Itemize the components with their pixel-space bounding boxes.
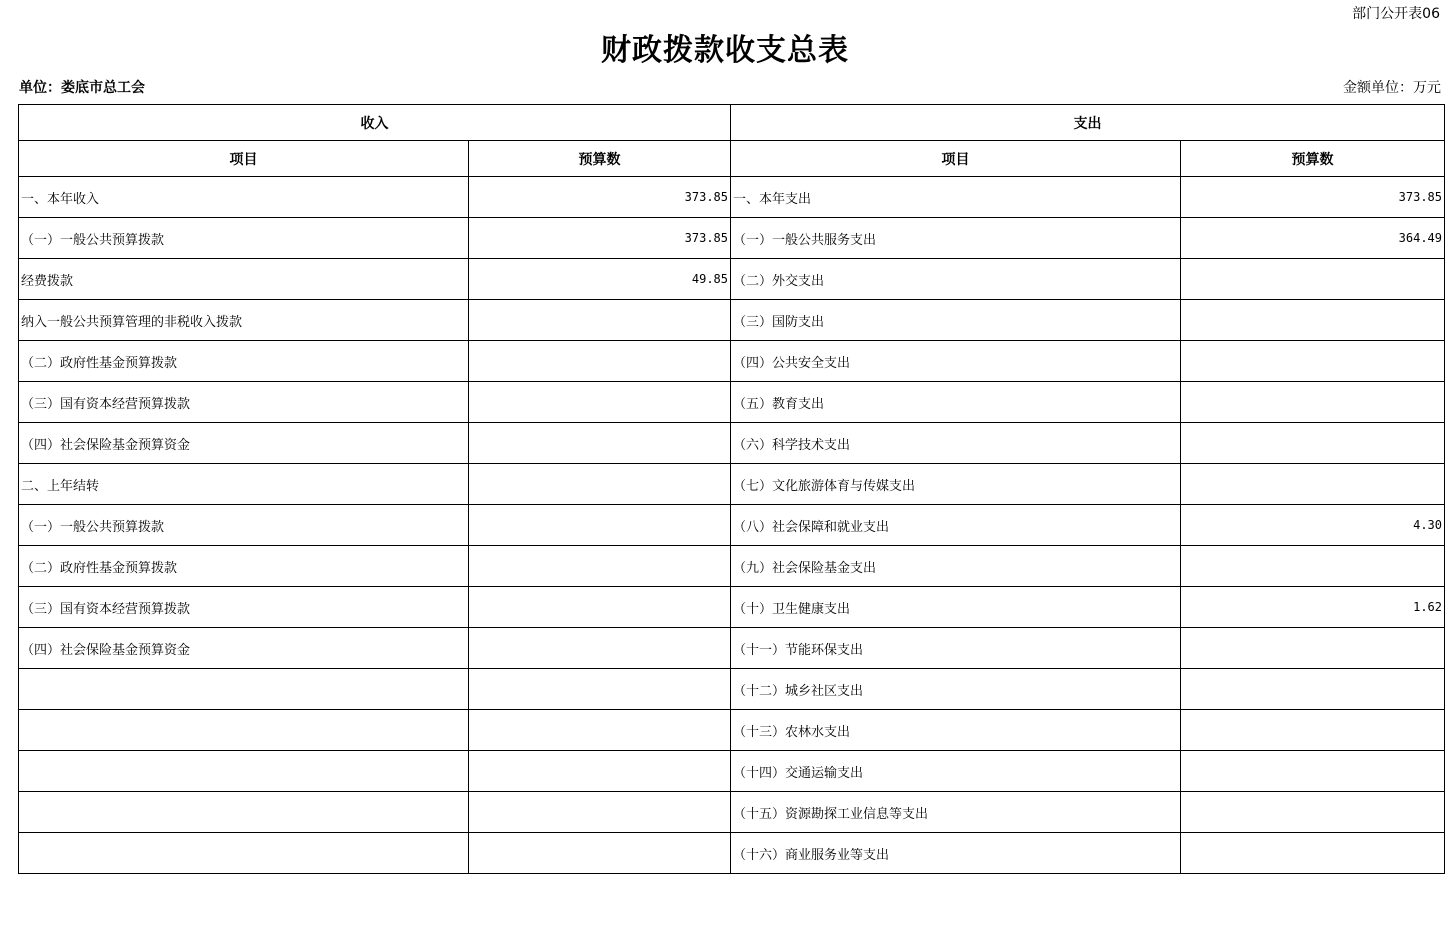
table-row bbox=[19, 259, 1445, 300]
expense-item-cell: （二）外交支出 bbox=[731, 259, 1181, 300]
income-budget-header: 预算数 bbox=[469, 141, 731, 177]
income-amount-cell bbox=[469, 300, 731, 341]
expense-item-cell: （四）公共安全支出 bbox=[731, 341, 1181, 382]
expense-amount-cell: 364.49 bbox=[1181, 218, 1445, 259]
amount-unit-label: 金额单位：万元 bbox=[1343, 80, 1441, 96]
income-item-cell: （三）国有资本经营预算拨款 bbox=[19, 587, 469, 628]
income-amount-cell: 49.85 bbox=[469, 259, 731, 300]
table-row bbox=[19, 177, 1445, 218]
expense-amount-cell bbox=[1181, 300, 1445, 341]
table-row bbox=[19, 464, 1445, 505]
expense-budget-header: 预算数 bbox=[1181, 141, 1445, 177]
expense-item-cell: （十六）商业服务业等支出 bbox=[731, 833, 1181, 874]
budget-table bbox=[18, 104, 1445, 874]
expense-item-cell: 一、本年支出 bbox=[731, 177, 1181, 218]
expense-item-cell: （三）国防支出 bbox=[731, 300, 1181, 341]
income-amount-cell bbox=[469, 546, 731, 587]
expense-item-header: 项目 bbox=[731, 141, 1181, 177]
table-row bbox=[19, 710, 1445, 751]
expense-amount-cell bbox=[1181, 669, 1445, 710]
income-amount-cell bbox=[469, 341, 731, 382]
table-row bbox=[19, 587, 1445, 628]
expense-item-cell: （八）社会保障和就业支出 bbox=[731, 505, 1181, 546]
expense-amount-cell bbox=[1181, 833, 1445, 874]
table-code: 部门公开表06 bbox=[1352, 6, 1440, 22]
table-row bbox=[19, 300, 1445, 341]
income-amount-cell bbox=[469, 587, 731, 628]
income-item-cell bbox=[19, 792, 469, 833]
expense-item-cell: （十一）节能环保支出 bbox=[731, 628, 1181, 669]
table-row bbox=[19, 751, 1445, 792]
expense-amount-cell bbox=[1181, 792, 1445, 833]
income-amount-cell bbox=[469, 423, 731, 464]
expense-item-cell: （十四）交通运输支出 bbox=[731, 751, 1181, 792]
income-amount-cell bbox=[469, 505, 731, 546]
income-item-cell bbox=[19, 751, 469, 792]
expense-item-cell: （六）科学技术支出 bbox=[731, 423, 1181, 464]
column-header-row bbox=[19, 141, 1445, 177]
expense-item-cell: （十）卫生健康支出 bbox=[731, 587, 1181, 628]
table-row bbox=[19, 423, 1445, 464]
table-row bbox=[19, 628, 1445, 669]
income-amount-cell bbox=[469, 464, 731, 505]
expense-amount-cell bbox=[1181, 546, 1445, 587]
unit-row bbox=[19, 77, 1441, 97]
income-item-cell: （四）社会保险基金预算资金 bbox=[19, 628, 469, 669]
income-amount-cell bbox=[469, 710, 731, 751]
income-item-cell bbox=[19, 710, 469, 751]
expense-amount-cell: 373.85 bbox=[1181, 177, 1445, 218]
income-item-cell: 经费拨款 bbox=[19, 259, 469, 300]
table-row bbox=[19, 505, 1445, 546]
table-row bbox=[19, 792, 1445, 833]
income-amount-cell: 373.85 bbox=[469, 218, 731, 259]
expense-amount-cell bbox=[1181, 751, 1445, 792]
income-amount-cell bbox=[469, 628, 731, 669]
expense-item-cell: （九）社会保险基金支出 bbox=[731, 546, 1181, 587]
expense-item-cell: （七）文化旅游体育与传媒支出 bbox=[731, 464, 1181, 505]
expense-amount-cell bbox=[1181, 628, 1445, 669]
income-item-cell: 一、本年收入 bbox=[19, 177, 469, 218]
expense-item-cell: （十三）农林水支出 bbox=[731, 710, 1181, 751]
table-row bbox=[19, 546, 1445, 587]
income-item-cell: 二、上年结转 bbox=[19, 464, 469, 505]
expense-amount-cell: 4.30 bbox=[1181, 505, 1445, 546]
table-row bbox=[19, 341, 1445, 382]
income-item-cell: （四）社会保险基金预算资金 bbox=[19, 423, 469, 464]
income-amount-cell bbox=[469, 382, 731, 423]
income-item-cell: （二）政府性基金预算拨款 bbox=[19, 341, 469, 382]
income-item-header: 项目 bbox=[19, 141, 469, 177]
expense-amount-cell bbox=[1181, 259, 1445, 300]
expense-amount-cell: 1.62 bbox=[1181, 587, 1445, 628]
expense-item-cell: （五）教育支出 bbox=[731, 382, 1181, 423]
income-item-cell: （一）一般公共预算拨款 bbox=[19, 505, 469, 546]
expense-item-cell: （十二）城乡社区支出 bbox=[731, 669, 1181, 710]
table-row bbox=[19, 218, 1445, 259]
income-item-cell: （一）一般公共预算拨款 bbox=[19, 218, 469, 259]
income-amount-cell: 373.85 bbox=[469, 177, 731, 218]
group-header-row bbox=[19, 105, 1445, 141]
income-amount-cell bbox=[469, 833, 731, 874]
income-amount-cell bbox=[469, 669, 731, 710]
expense-amount-cell bbox=[1181, 341, 1445, 382]
expense-amount-cell bbox=[1181, 382, 1445, 423]
income-amount-cell bbox=[469, 751, 731, 792]
expense-group-header: 支出 bbox=[731, 105, 1445, 141]
table-row bbox=[19, 669, 1445, 710]
page-title: 财政拨款收支总表 bbox=[601, 33, 849, 68]
income-item-cell bbox=[19, 669, 469, 710]
income-item-cell bbox=[19, 833, 469, 874]
income-group-header: 收入 bbox=[19, 105, 731, 141]
table-row bbox=[19, 833, 1445, 874]
expense-amount-cell bbox=[1181, 423, 1445, 464]
unit-label: 单位：娄底市总工会 bbox=[19, 80, 145, 96]
income-item-cell: （二）政府性基金预算拨款 bbox=[19, 546, 469, 587]
income-item-cell: 纳入一般公共预算管理的非税收入拨款 bbox=[19, 300, 469, 341]
table-row bbox=[19, 382, 1445, 423]
expense-item-cell: （一）一般公共服务支出 bbox=[731, 218, 1181, 259]
expense-amount-cell bbox=[1181, 464, 1445, 505]
income-amount-cell bbox=[469, 792, 731, 833]
income-item-cell: （三）国有资本经营预算拨款 bbox=[19, 382, 469, 423]
expense-amount-cell bbox=[1181, 710, 1445, 751]
expense-item-cell: （十五）资源勘探工业信息等支出 bbox=[731, 792, 1181, 833]
